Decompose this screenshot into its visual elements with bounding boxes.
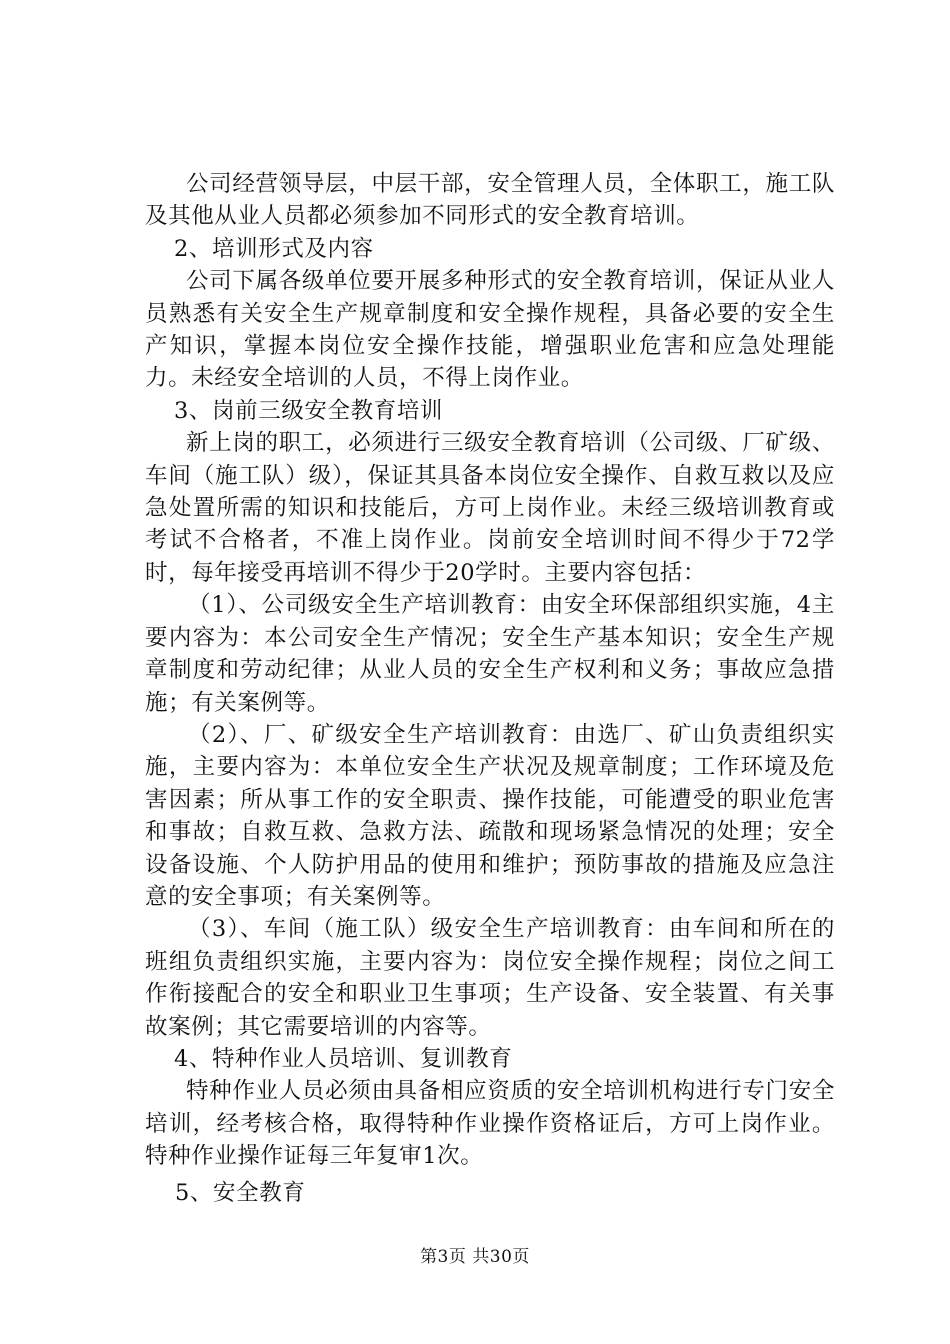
paragraph-company-level: （1）、公司级安全生产培训教育：由安全环保部组织实施，4主要内容为：本公司安全生产情况；安全生产基本知识；安全生产规章制度和劳动纪律；从业人员的安全生产权利和义务；事故应急措施；有关案例等。 (145, 592, 835, 716)
heading-safety-education: 5、安全教育 (175, 1179, 306, 1206)
paragraph-plant-level: （2）、厂、矿级安全生产培训教育：由选厂、矿山负责组织实施，主要内容为：本单位安全生产状况及规章制度；工作环境及危害因素；所从事工作的安全职责、操作技能，可能遭受的职业危害和事故；自救互救、急救方法、疏散和现场紧急情况的处理；安全设备设施、个人防护用品的使用和维护；预防事故的措施及应急注意的安全事项；有关案例等。 (145, 721, 835, 910)
heading-special-operations: 4、特种作业人员培训、复训教育 (174, 1045, 513, 1072)
heading-training-form: 2、培训形式及内容 (174, 235, 374, 262)
paragraph-training-form: 公司下属各级单位要开展多种形式的安全教育培训，保证从业人员熟悉有关安全生产规章制度和安全操作规程，具备必要的安全生产知识，掌握本岗位安全操作技能，增强职业危害和应急处理能力。未经安全培训的人员，不得上岗作业。 (145, 268, 835, 392)
paragraph-three-level-training: 新上岗的职工，必须进行三级安全教育培训（公司级、厂矿级、车间（施工队）级），保证其具备本岗位安全操作、自救互救以及应急处置所需的知识和技能后，方可上岗作业。未经三级培训教育或考试不合格者，不准上岗作业。岗前安全培训时间不得少于72学时，每年接受再培训不得少于20学时。主要内容包括： (145, 430, 835, 586)
page-footer: 第3页 共30页 (420, 1247, 530, 1267)
heading-three-level-training: 3、岗前三级安全教育培训 (174, 397, 444, 424)
paragraph-special-operations: 特种作业人员必须由具备相应资质的安全培训机构进行专门安全培训，经考核合格，取得特种作业操作资格证后，方可上岗作业。特种作业操作证每三年复审1次。 (145, 1078, 835, 1170)
paragraph-participants: 公司经营领导层，中层干部，安全管理人员，全体职工，施工队及其他从业人员都必须参加不同形式的安全教育培训。 (145, 171, 835, 230)
paragraph-workshop-level: （3）、车间（施工队）级安全生产培训教育：由车间和所在的班组负责组织实施，主要内容为：岗位安全操作规程；岗位之间工作衔接配合的安全和职业卫生事项；生产设备、安全装置、有关事故案例；其它需要培训的内容等。 (145, 916, 835, 1040)
document-body (145, 168, 835, 1209)
